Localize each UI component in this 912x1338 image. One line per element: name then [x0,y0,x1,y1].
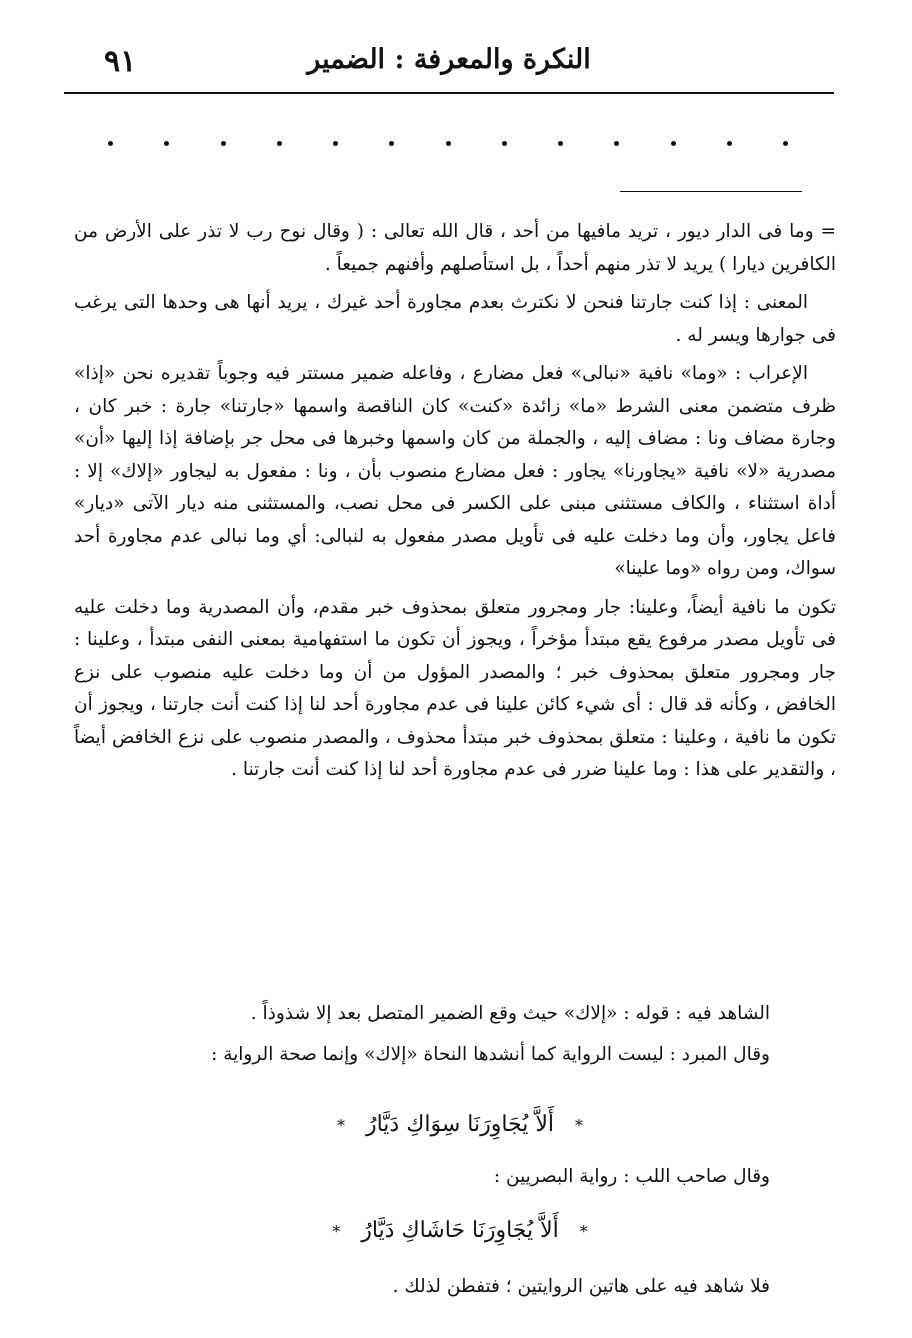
dot [333,141,338,146]
dot [221,141,226,146]
closing-line: فلا شاهد فيه على هاتين الروايتين ؛ فتفطن لذلك . [392,1276,770,1297]
dot [502,141,507,146]
verse-1 [200,1112,720,1137]
header-rule [64,92,834,94]
page-number: ٩١ [104,44,137,79]
witness-line: الشاهد فيه : قوله : «إلاك» حيث وقع الضمير المتصل بعد إلا شذوذاً . [250,1003,770,1024]
star-ornament: * [579,1222,588,1241]
dot [277,141,282,146]
dot [108,141,113,146]
irab-paragraph-continued: تكون ما نافية أيضاً، وعلينا: جار ومجرور متعلق بمحذوف خبر مقدم، وأن المصدرية وما دخلت عليه فى تأويل مصدر مرفوع يقع مبتدأ مؤخراً ، ويجوز أن تكون ما استفهامية بمعنى النفى مبتدأ ، وعلينا : جار ومجرور متعلق بمحذوف خبر ؛ والمصدر المؤول من أن وما دخلت عليه منصوب على نزع الخافض ، وكأنه قد قال : أى شيء كائن علينا فى عدم مجاورة أحد لنا إذا كنت أنت جارتنا ، ويجوز أن تكون ما نافية ، وعلينا : متعلق بمحذوف خبر مبتدأ محذوف ، والمصدر منصوب على نزع الخافض أيضاً ، والتقدير على هذا : وما علينا ضرر فى عدم مجاورة أحد لنا إذا كنت أنت جارتنا . [74,596,836,780]
ellipsis-dots [108,141,788,153]
star-ornament: * [336,1116,345,1135]
witness-section [130,998,770,1071]
verse-text: أَلاَّ يُجَاوِرَنَا حَاشَاكِ دَيَّارُ [361,1218,559,1243]
dot [614,141,619,146]
dot [446,141,451,146]
meaning-paragraph: المعنى : إذا كنت جارتنا فنحن لا نكترث بعدم مجاورة أحد غيرك ، يريد أنها هى وحدها التى يرغب فى جوارها ويسر له . [74,292,836,346]
footnote-rule [620,191,802,192]
verse-2 [200,1218,720,1243]
mubarrad-line: وقال المبرد : ليست الرواية كما أنشدها النحاة «إلاك» وإنما صحة الرواية : [211,1043,770,1065]
dot [671,141,676,146]
dot [783,141,788,146]
verse-text: أَلاَّ يُجَاوِرَنَا سِوَاكِ دَيَّارُ [365,1112,555,1137]
dot [727,141,732,146]
dot [558,141,563,146]
main-text [74,216,836,787]
star-ornament: * [575,1116,584,1135]
dot [164,141,169,146]
irab-paragraph: الإعراب : «وما» نافية «نبالى» فعل مضارع ، وفاعله ضمير مستتر فيه وجوباً تقديره نحن «إذا» ظرف متضمن معنى الشرط «ما» زائدة «كنت» كان الناقصة واسمها «جارتنا» جارة : خبر كان ، وجارة مضاف ونا : مضاف إليه ، والجملة من كان واسمها وخبرها فى محل جر بإضافة إذا إليها «أن» مصدرية «لا» نافية «يجاورنا» يجاور : فعل مضارع منصوب بأن ، ونا : مفعول به ليجاور «إلاك» إلا : أداة استثناء ، والكاف مستثنى مبنى على الكسر فى محل نصب، والمستثنى منه ديار الآتى «ديار» فاعل يجاور، وأن وما دخلت عليه فى تأويل مصدر مفعول به لنبالى: أي وما نبالى عدم مجاورة أحد سواك، ومن رواه «وما علينا» [74,363,836,579]
header-title: النكرة والمعرفة : الضمير [307,44,591,75]
dot [389,141,394,146]
running-head [64,38,834,88]
footnote-paragraph: = وما فى الدار ديور ، تريد مافيها من أحد ، قال الله تعالى : ( وقال نوح رب لا تذر على الأرض من الكافرين ديارا ) يريد لا تذر منهم أحداً ، بل استأصلهم وأفنهم جميعاً . [74,221,836,275]
lubb-line: وقال صاحب اللب : رواية البصريين : [493,1166,770,1187]
star-ornament: * [332,1222,341,1241]
